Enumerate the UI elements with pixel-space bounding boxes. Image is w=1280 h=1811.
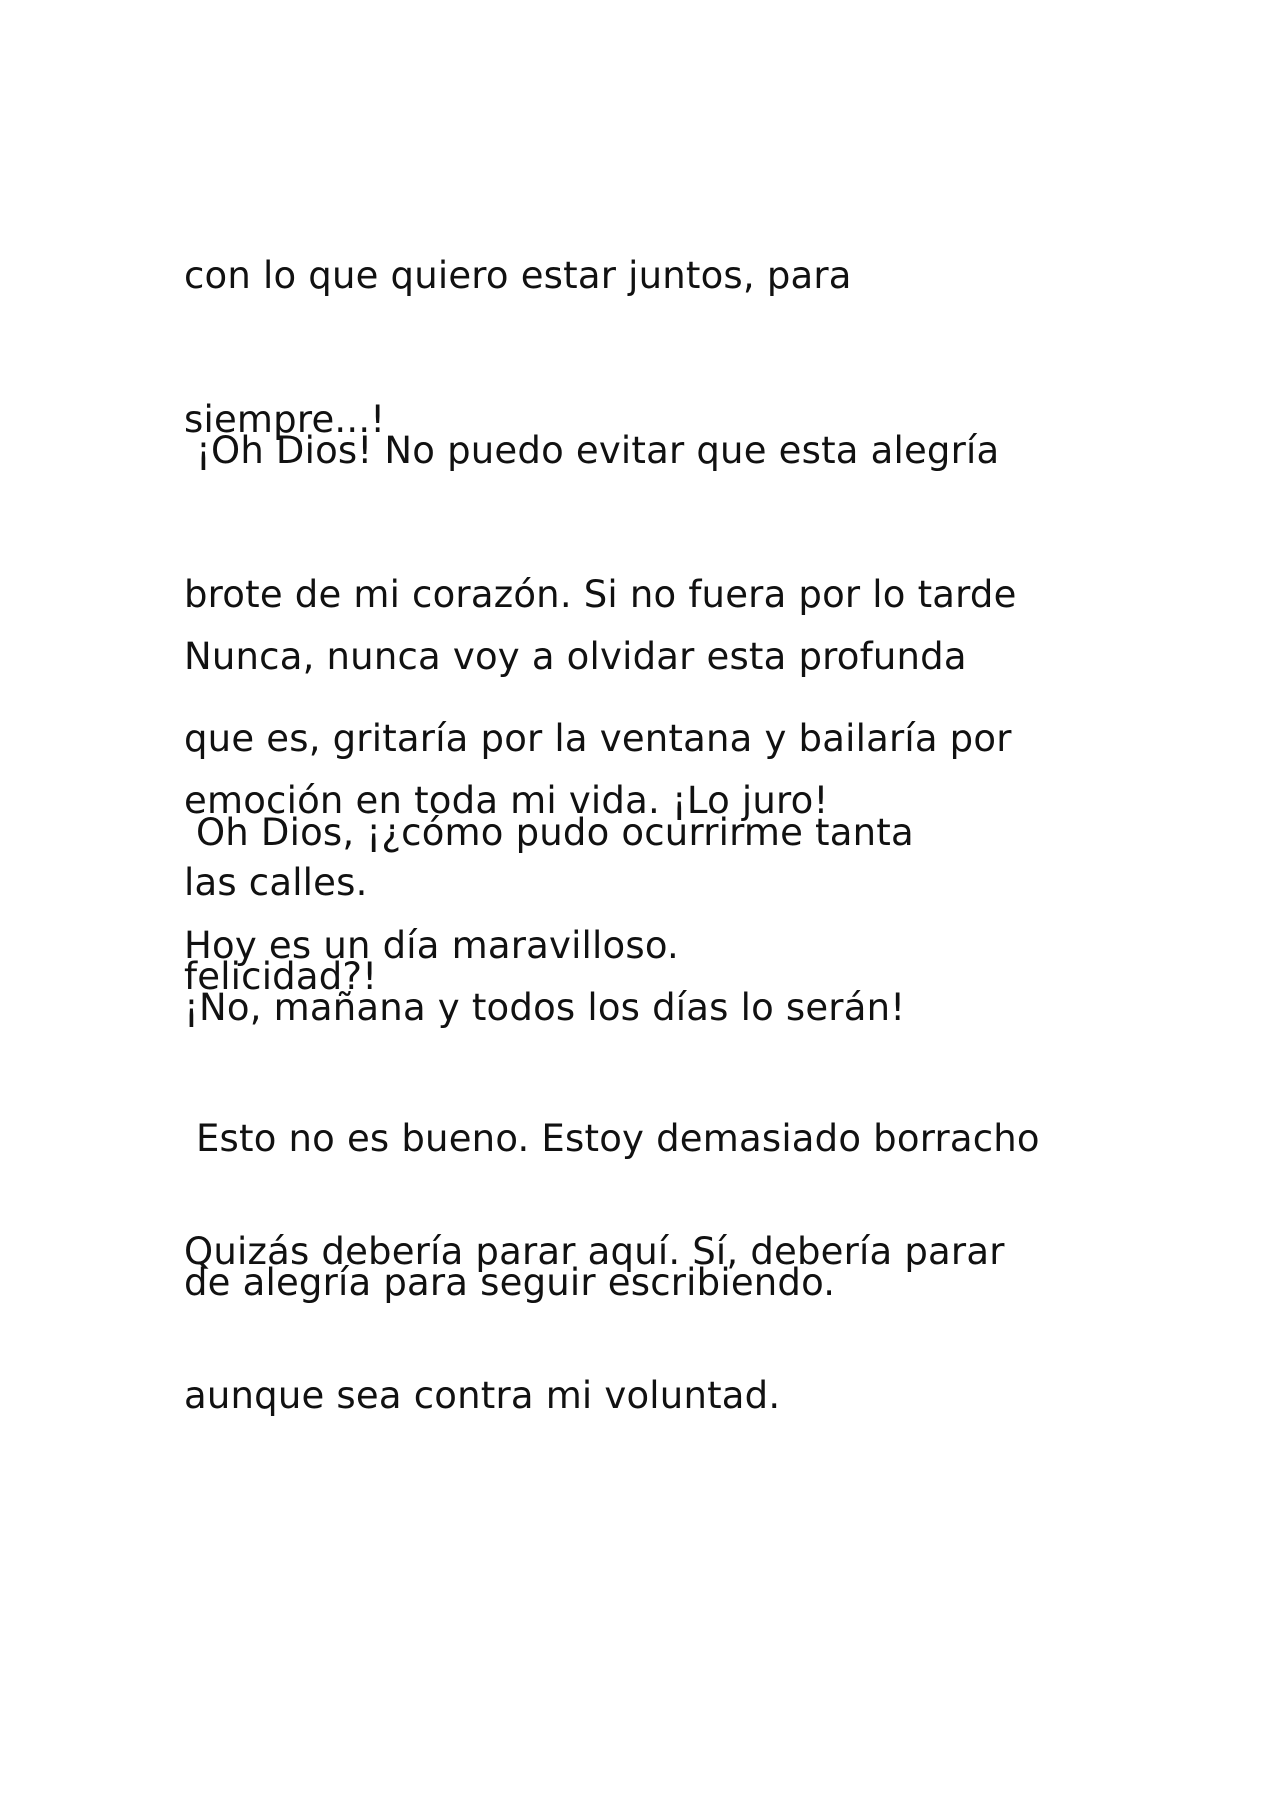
paragraph-line: de alegría para seguir escribiendo. xyxy=(184,1261,836,1304)
paragraph-line: ¡Oh Dios! No puedo evitar que esta alegría xyxy=(184,429,1000,472)
paragraph-line: Hoy es un día maravilloso. xyxy=(184,924,679,967)
paragraph-line: Quizás debería parar aquí. Sí, debería parar xyxy=(184,1230,1005,1273)
paragraph-line: ¡No, mañana y todos los días lo serán! xyxy=(184,986,906,1029)
paragraph-line: Nunca, nunca voy a olvidar esta profunda xyxy=(184,635,967,678)
paragraph-line: aunque sea contra mi voluntad. xyxy=(184,1374,781,1417)
paragraph-line: felicidad?! xyxy=(184,955,378,998)
paragraph-line: emoción en toda mi vida. ¡Lo juro! xyxy=(184,779,829,822)
paragraph-line: que es, gritaría por la ventana y bailaría por xyxy=(184,717,1012,760)
paragraph-line: con lo que quiero estar juntos, para xyxy=(184,254,852,297)
paragraph-line: Oh Dios, ¡¿cómo pudo ocurrirme tanta xyxy=(184,811,914,854)
paragraph-8 xyxy=(184,1132,1124,1516)
paragraph-line: las calles. xyxy=(184,861,368,904)
paragraph-line: siempre...! xyxy=(184,398,386,441)
paragraph-line: brote de mi corazón. Si no fuera por lo tarde xyxy=(184,573,1017,616)
paragraph-line: Esto no es bueno. Estoy demasiado borracho xyxy=(184,1117,1040,1160)
